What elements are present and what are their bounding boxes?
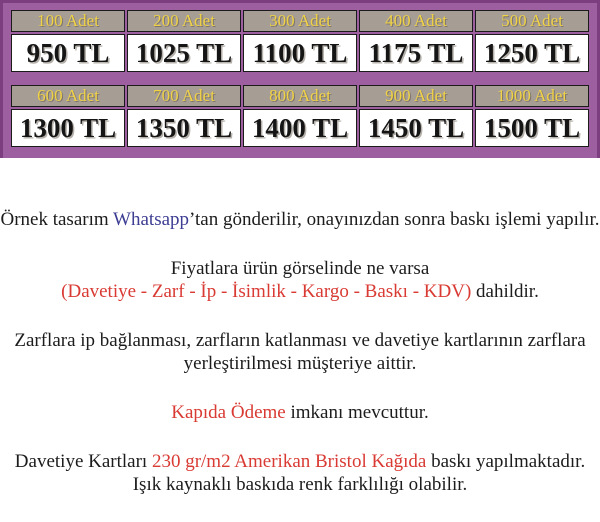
- price-row: [11, 34, 589, 72]
- info-text-segment: Örnek tasarım: [0, 209, 114, 230]
- info-text-segment: baskı yapılmaktadır.: [426, 451, 586, 472]
- info-paragraph: [0, 208, 600, 231]
- product-info-section: [0, 158, 600, 496]
- quantity-header-cell: 400 Adet: [359, 10, 473, 32]
- info-text-segment: Kapıda Ödeme: [171, 402, 286, 423]
- info-text-segment: Davetiye Kartları: [14, 451, 152, 472]
- price-table-2: [9, 83, 591, 149]
- info-text-segment: Fiyatlara ürün görselinde ne varsa: [170, 258, 430, 279]
- info-text-segment: 230 gr/m2 Amerikan Bristol Kağıda: [151, 451, 427, 472]
- info-paragraph: [0, 450, 600, 496]
- info-text-segment: imkanı mevcuttur.: [285, 402, 429, 423]
- quantity-header-cell: 800 Adet: [243, 85, 357, 107]
- quantity-header-cell: 300 Adet: [243, 10, 357, 32]
- info-paragraph: [0, 329, 600, 375]
- info-text-segment: ’tan gönderilir, onayınızdan sonra baskı işlemi yapılır.: [189, 209, 600, 230]
- quantity-header-cell: 600 Adet: [11, 85, 125, 107]
- quantity-header-cell: 100 Adet: [11, 10, 125, 32]
- quantity-header-cell: 500 Adet: [475, 10, 589, 32]
- price-cell: 1350 TL: [127, 109, 241, 147]
- whatsapp-link[interactable]: Whatsapp: [113, 209, 190, 230]
- info-paragraph: [0, 257, 600, 303]
- price-table-1: [9, 8, 591, 74]
- quantity-header-cell: 700 Adet: [127, 85, 241, 107]
- price-cell: 1100 TL: [243, 34, 357, 72]
- quantity-header-cell: 1000 Adet: [475, 85, 589, 107]
- price-cell: 1025 TL: [127, 34, 241, 72]
- price-row: [11, 109, 589, 147]
- info-text-segment: dahildir.: [471, 281, 539, 302]
- quantity-header-row: [11, 85, 589, 107]
- info-text-segment: Işık kaynaklı baskıda renk farklılığı olabilir.: [132, 474, 468, 495]
- quantity-header-cell: 200 Adet: [127, 10, 241, 32]
- price-cell: 1300 TL: [11, 109, 125, 147]
- quantity-header-cell: 900 Adet: [359, 85, 473, 107]
- quantity-header-row: [11, 10, 589, 32]
- price-cell: 1500 TL: [475, 109, 589, 147]
- pricing-panel: [0, 0, 600, 158]
- price-cell: 1450 TL: [359, 109, 473, 147]
- info-text-segment: Zarflara ip bağlanması, zarfların katlanması ve davetiye kartlarının zarflara: [14, 330, 586, 351]
- info-text-segment: (Davetiye - Zarf - İp - İsimlik - Kargo - Baskı - KDV): [61, 281, 472, 302]
- price-cell: 950 TL: [11, 34, 125, 72]
- info-paragraph: [0, 401, 600, 424]
- price-cell: 1175 TL: [359, 34, 473, 72]
- price-cell: 1250 TL: [475, 34, 589, 72]
- info-text-segment: yerleştirilmesi müşteriye aittir.: [183, 353, 417, 374]
- price-cell: 1400 TL: [243, 109, 357, 147]
